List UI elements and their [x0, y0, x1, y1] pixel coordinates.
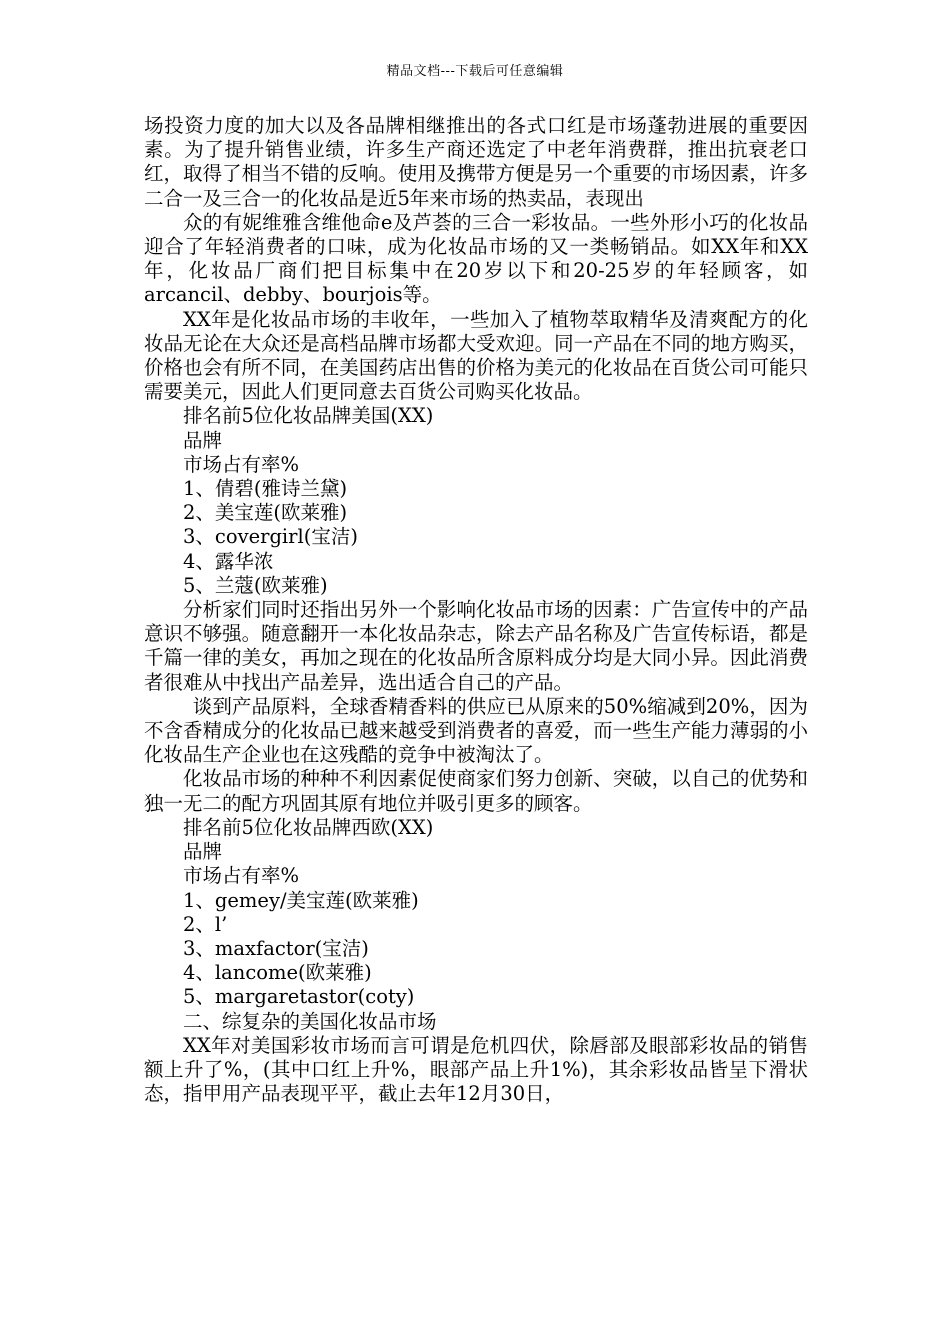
list-item: 市场占有率%	[183, 452, 300, 476]
paragraph: XX年对美国彩妆市场而言可谓是危机四伏，除唇部及眼部彩妆品的销售额上升了%，(其中口红上升%，眼部产品上升1%)，其余彩妆品皆呈下滑状态，指甲用产品表现平平，截止去年12月30日，	[144, 1033, 808, 1106]
list-item: 2、l’	[183, 912, 228, 936]
list-item: 5、margaretastor(coty)	[183, 985, 415, 1009]
list-heading: 排名前5位化妆品牌西欧(XX)	[183, 815, 434, 839]
paragraph: 场投资力度的加大以及各品牌相继推出的各式口红是市场蓬勃进展的重要因素。为了提升销售业绩，许多生产商还选定了中老年消费群，推出抗衰老口红，取得了相当不错的反响。使用及携带方便是另一个重要的市场因素，许多二合一及三合一的化妆品是近5年来市场的热卖品，表现出	[144, 114, 808, 210]
list-item: 2、美宝莲(欧莱雅)	[183, 501, 348, 525]
list-item: 4、露华浓	[183, 549, 274, 573]
document-body	[144, 114, 808, 1106]
paragraph: 谈到产品原料，全球香精香料的供应已从原来的50%缩减到20%，因为不含香精成分的化妆品已越来越受到消费者的喜爱，而一些生产能力薄弱的小化妆品生产企业也在这残酷的竞争中被淘汰了。	[144, 694, 808, 767]
list-item: 1、gemey/美宝莲(欧莱雅)	[183, 888, 419, 912]
section-heading: 二、综复杂的美国化妆品市场	[183, 1009, 437, 1033]
list-item: 3、maxfactor(宝洁)	[183, 936, 369, 960]
list-heading: 排名前5位化妆品牌美国(XX)	[183, 404, 434, 428]
list-item: 市场占有率%	[183, 864, 300, 888]
list-item: 品牌	[183, 840, 223, 864]
list-item: 1、倩碧(雅诗兰黛)	[183, 477, 348, 501]
list-item: 5、兰蔻(欧莱雅)	[183, 573, 328, 597]
paragraph: 分析家们同时还指出另外一个影响化妆品市场的因素：广告宣传中的产品意识不够强。随意翻开一本化妆品杂志，除去产品名称及广告宣传标语，都是千篇一律的美女，再加之现在的化妆品所含原料成分均是大同小异。因此消费者很难从中找出产品差异，选出适合自己的产品。	[144, 598, 808, 694]
list-item: 3、covergirl(宝洁)	[183, 525, 358, 549]
paragraph: 众的有妮维雅含维他命e及芦荟的三合一彩妆品。一些外形小巧的化妆品迎合了年轻消费者的口味，成为化妆品市场的又一类畅销品。如XX年和XX年，化妆品厂商们把目标集中在20岁以下和20-25岁的年轻顾客，如arcancil、debby、bourjois等。	[144, 210, 808, 307]
paragraph: 化妆品市场的种种不利因素促使商家们努力创新、突破，以自己的优势和独一无二的配方巩固其原有地位并吸引更多的顾客。	[144, 767, 808, 815]
list-item: 品牌	[183, 428, 223, 452]
list-item: 4、lancome(欧莱雅)	[183, 961, 372, 985]
page-header: 精品文档---下载后可任意编辑	[386, 64, 564, 79]
paragraph: XX年是化妆品市场的丰收年，一些加入了植物萃取精华及清爽配方的化妆品无论在大众还是高档品牌市场都大受欢迎。同一产品在不同的地方购买，价格也会有所不同，在美国药店出售的价格为美元的化妆品在百货公司可能只需要美元，因此人们更同意去百货公司购买化妆品。	[144, 307, 808, 404]
